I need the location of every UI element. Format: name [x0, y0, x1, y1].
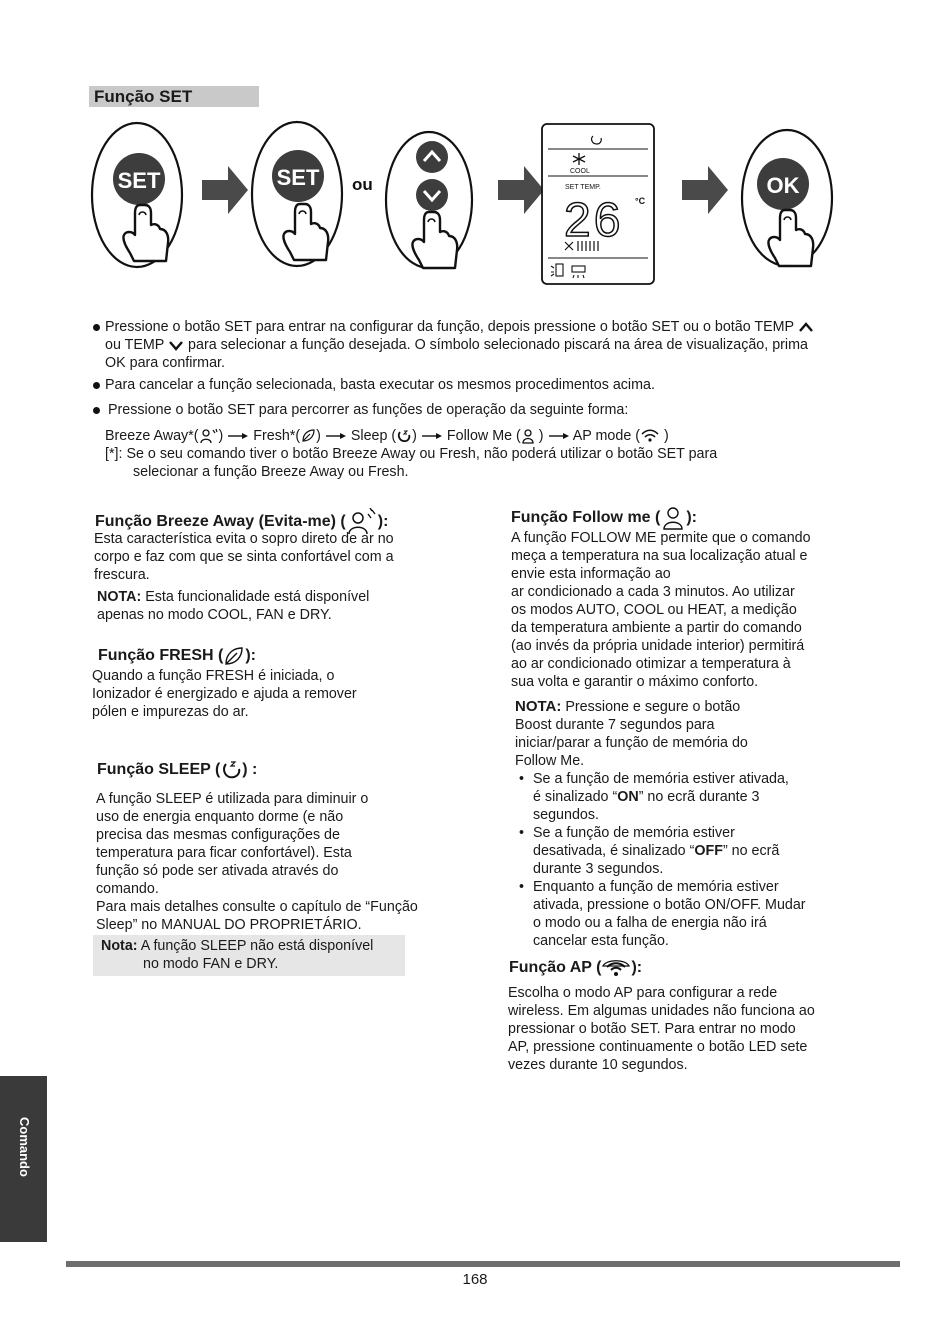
instruction-1: Pressione o botão SET para entrar na configurar da função, depois pressione o botão SET ou o botão TEMP — [93, 318, 873, 336]
instruction-3: Pressione o botão SET para percorrer as funções de operação da seguinte forma: — [93, 401, 873, 419]
instructions-block — [93, 318, 873, 481]
set-button-label-1: SET — [117, 168, 161, 193]
ok-button-label: OK — [766, 173, 800, 198]
follow-me-person-icon — [660, 505, 686, 531]
chevron-down-icon — [168, 339, 184, 351]
cool-label: COOL — [570, 168, 590, 175]
fresh-heading: Função FRESH ( ): — [98, 645, 256, 667]
sequence-note-1: [*]: Se o seu comando tiver o botão Breeze Away ou Fresh, não poderá utilizar o botão SET para — [105, 446, 718, 462]
bullet-icon — [93, 382, 100, 389]
ap-body: Escolha o modo AP para configurar a rede wireless. Em algumas unidades não funciona ao pressionar o botão SET. Para entrar no modo AP, pressione continuamente o botão LED sete vezes durante 10 segundos. — [508, 985, 815, 1073]
fresh-leaf-icon — [300, 428, 316, 444]
follow-me-bullets — [515, 770, 845, 950]
temp-down-button — [416, 179, 448, 211]
remote-ok-press — [742, 130, 832, 266]
temperature-readout: 26 — [564, 194, 624, 247]
function-sequence: Breeze Away*( ) Fresh*( ) Sleep ( ) Follow Me ( ) AP mode ( ) — [105, 428, 669, 444]
breeze-away-nota: NOTA: Esta funcionalidade está disponível apenas no modo COOL, FAN e DRY. — [97, 589, 370, 623]
follow-me-body: A função FOLLOW ME permite que o comando meça a temperatura na sua localização atual e envie esta informação ao ar condicionado a cada 3 minutos. Ao utilizar os modos AUTO, COOL ou HEAT, a medição da temperatura ambiente a partir do comando (ao invés da própria unidade interior) permitirá ao ar condicionado otimizar a temperatura à sua volta e garantir o máximo conforto. — [511, 530, 811, 690]
sleep-icon — [396, 428, 412, 444]
set-temp-label: SET TEMP. — [565, 184, 601, 191]
sleep-nota: Nota: A função SLEEP não está disponível no modo FAN e DRY. — [93, 935, 405, 976]
fresh-leaf-icon — [223, 645, 245, 667]
remote-temp-buttons — [386, 132, 472, 268]
list-item: • Enquanto a função de memória estiver ativada, pressione o botão ON/OFF. Mudar o modo ou a falha de energia não irá cancelar esta função. — [515, 878, 829, 950]
bullet-icon — [93, 407, 100, 414]
fresh-body: Quando a função FRESH é iniciada, o Ionizador é energizado e ajuda a remover pólen e impurezas do ar. — [92, 668, 357, 720]
arrow-icon-1 — [202, 166, 248, 214]
sequence-note-2: selecionar a função Breeze Away ou Fresh. — [133, 464, 409, 480]
breeze-away-icon — [199, 428, 219, 444]
chevron-up-icon — [798, 321, 814, 333]
arrow-right-icon — [421, 432, 443, 440]
sleep-icon — [220, 759, 242, 781]
ou-label: ou — [352, 175, 373, 194]
set-button-label-2: SET — [276, 165, 320, 190]
wifi-icon — [640, 429, 660, 443]
remote-set-press-2 — [252, 122, 342, 266]
sleep-heading: Função SLEEP ( ) : — [97, 759, 257, 781]
arrow-right-icon — [227, 432, 249, 440]
arrow-right-icon — [548, 432, 570, 440]
chapter-tab-label: Comando — [17, 1117, 32, 1177]
footer-rule — [66, 1261, 900, 1267]
breeze-away-heading: Função Breeze Away (Evita-me) ( ): — [95, 508, 388, 536]
remote-display — [542, 124, 654, 284]
wifi-icon — [601, 956, 631, 980]
section-title: Função SET — [89, 86, 259, 107]
arrow-icon-3 — [682, 166, 728, 214]
sleep-body: A função SLEEP é utilizada para diminuir o uso de energia enquanto dorme (e não precisa das mesmas configurações de temperatura para ficar confortável). Esta função só pode ser ativada através do comando. Para mais detalhes consulte o capítulo de “Função Sleep” no MANUAL DO PROPRIETÁRIO. — [96, 791, 418, 933]
remote-set-press-1 — [92, 123, 182, 267]
follow-me-person-icon — [521, 428, 535, 444]
instruction-1-end: OK para confirmar. — [105, 355, 225, 371]
temp-up-button — [416, 141, 448, 173]
celsius-unit: °C — [635, 196, 646, 206]
list-item: • Se a função de memória estiver ativada, é sinalizado “ON” no ecrã durante 3 segundos. — [515, 770, 845, 824]
ap-heading: Função AP ( ): — [509, 956, 642, 980]
breeze-away-body: Esta característica evita o sopro direto de ar no corpo e faz com que se sinta confortável com a frescura. — [94, 531, 394, 583]
follow-me-heading: Função Follow me ( ): — [511, 505, 697, 531]
page-number: 168 — [462, 1271, 488, 1288]
instruction-1-cont: ou TEMP para selecionar a função desejada. O símbolo selecionado piscará na área de visualização, prima — [105, 337, 808, 353]
arrow-right-icon — [325, 432, 347, 440]
list-item: • Se a função de memória estiver desativada, é sinalizado “OFF” no ecrã durante 3 segundos. — [515, 824, 845, 878]
arrow-icon-2 — [498, 166, 544, 214]
set-function-illustration — [90, 118, 850, 290]
follow-me-nota: NOTA: Pressione e segure o botão Boost durante 7 segundos para iniciar/parar a função de memória do Follow Me. • Se a função de memória estiver ativada, é sinalizado “ON” no ecrã durante 3 segundos. • Se a função de memória estiver desativada, é sinalizado “OFF” no ecrã durante 3 segundos. • Enquanto a função de memória estiver ativada, pressione o botão ON/OFF. Mudar o modo ou a falha de energia não irá cancelar esta função. — [515, 698, 845, 950]
bullet-icon — [93, 324, 100, 331]
instruction-2: Para cancelar a função selecionada, basta executar os mesmos procedimentos acima. — [93, 376, 873, 394]
